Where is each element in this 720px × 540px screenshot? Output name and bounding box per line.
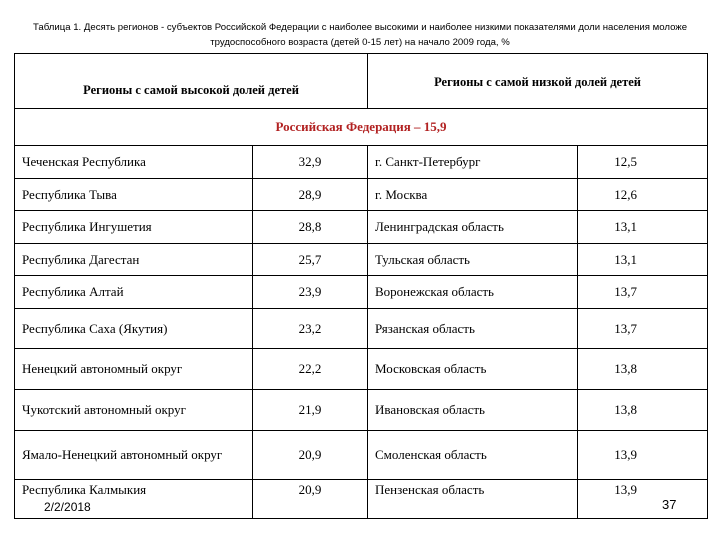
high-region-name: Чеченская Республика — [15, 146, 253, 179]
table-caption: Таблица 1. Десять регионов - субъектов Российской Федерации с наиболее высокими и наиболее низкими показателями доли населения моложе трудоспособного возраста (детей 0-15 лет) на начало 2009 года, % — [32, 22, 688, 48]
low-region-value: 12,5 — [578, 146, 708, 179]
low-region-value: 13,1 — [578, 244, 708, 276]
table-row — [15, 480, 708, 519]
table-row — [15, 349, 708, 390]
high-region-name: Республика Тыва — [15, 179, 253, 211]
slide-date: 2/2/2018 — [44, 500, 91, 514]
low-region-name: г. Санкт-Петербург — [368, 146, 578, 179]
low-region-value: 13,9 — [578, 480, 708, 519]
table-row — [15, 211, 708, 244]
high-region-value: 22,2 — [253, 349, 368, 390]
low-region-name: Рязанская область — [368, 309, 578, 349]
high-region-name: Республика Алтай — [15, 276, 253, 309]
high-region-value: 28,9 — [253, 179, 368, 211]
regions-table — [14, 53, 708, 519]
table-row — [15, 276, 708, 309]
low-region-name: Воронежская область — [368, 276, 578, 309]
high-region-name: Республика Ингушетия — [15, 211, 253, 244]
high-region-value: 23,2 — [253, 309, 368, 349]
table-row — [15, 390, 708, 431]
high-region-value: 32,9 — [253, 146, 368, 179]
high-region-value: 21,9 — [253, 390, 368, 431]
slide-page-number: 37 — [662, 497, 677, 512]
low-region-name: Пензенская область — [368, 480, 578, 519]
high-region-value: 25,7 — [253, 244, 368, 276]
low-region-value: 13,1 — [578, 211, 708, 244]
table-row — [15, 309, 708, 349]
low-region-value: 13,8 — [578, 349, 708, 390]
header-row — [15, 54, 708, 109]
low-region-value: 13,9 — [578, 431, 708, 480]
table-row — [15, 244, 708, 276]
federation-row — [15, 109, 708, 146]
high-region-name: Республика Калмыкия — [15, 480, 253, 519]
high-region-name: Ненецкий автономный округ — [15, 349, 253, 390]
table-row — [15, 431, 708, 480]
high-region-name: Республика Дагестан — [15, 244, 253, 276]
header-low-regions: Регионы с самой низкой долей детей — [368, 54, 708, 109]
low-region-name: Ивановская область — [368, 390, 578, 431]
high-region-value: 23,9 — [253, 276, 368, 309]
header-high-regions: Регионы с самой высокой долей детей — [15, 54, 368, 109]
federation-value: Российская Федерация – 15,9 — [15, 109, 708, 146]
low-region-value: 13,7 — [578, 309, 708, 349]
low-region-name: Смоленская область — [368, 431, 578, 480]
low-region-value: 13,8 — [578, 390, 708, 431]
low-region-value: 12,6 — [578, 179, 708, 211]
high-region-value: 20,9 — [253, 431, 368, 480]
low-region-value: 13,7 — [578, 276, 708, 309]
high-region-name: Ямало-Ненецкий автономный округ — [15, 431, 253, 480]
high-region-name: Чукотский автономный округ — [15, 390, 253, 431]
low-region-name: г. Москва — [368, 179, 578, 211]
low-region-name: Тульская область — [368, 244, 578, 276]
low-region-name: Московская область — [368, 349, 578, 390]
table-row — [15, 179, 708, 211]
table-row — [15, 146, 708, 179]
high-region-name: Республика Саха (Якутия) — [15, 309, 253, 349]
low-region-name: Ленинградская область — [368, 211, 578, 244]
high-region-value: 28,8 — [253, 211, 368, 244]
high-region-value: 20,9 — [253, 480, 368, 519]
